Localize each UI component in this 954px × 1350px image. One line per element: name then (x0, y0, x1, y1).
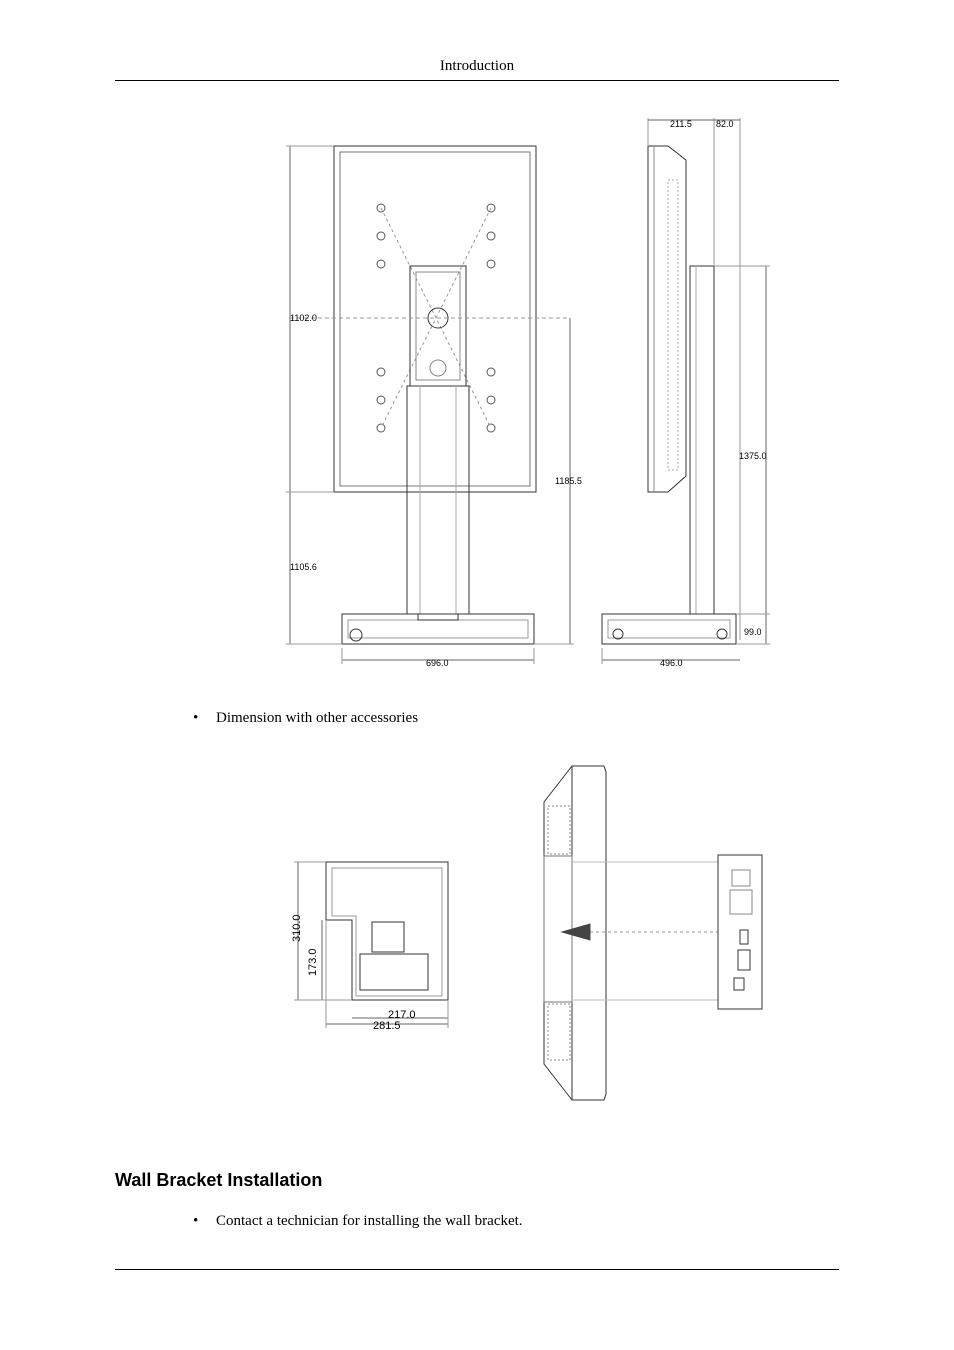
dim-front-total-height: 1185.5 (555, 476, 582, 486)
dim-side-base-height: 99.0 (744, 627, 762, 637)
bullet-icon: • (193, 710, 199, 726)
front-view-drawing (286, 146, 574, 664)
dim-bracket-height-a: 310.0 (291, 914, 303, 942)
accessory-module-drawing (718, 855, 762, 1009)
dim-side-base-depth: 496.0 (660, 658, 683, 668)
accessory-monitor-side-drawing (544, 766, 718, 1100)
dim-bracket-width-a: 217.0 (388, 1009, 416, 1021)
dim-side-depth-a: 211.5 (670, 119, 692, 129)
bullet-item-accessories (193, 710, 418, 727)
side-view-drawing (602, 118, 770, 664)
dim-bracket-height-b: 173.0 (307, 948, 319, 976)
bullet-text: Contact a technician for installing the wall bracket. (216, 1213, 523, 1229)
running-header: Introduction (439, 58, 515, 74)
dim-front-base-width: 696.0 (426, 658, 449, 668)
dim-side-total-height: 1375.0 (739, 451, 767, 461)
bullet-item-technician (193, 1213, 523, 1230)
dim-side-depth-b: 82.0 (716, 119, 734, 129)
accessory-bracket-drawing (294, 862, 448, 1028)
footer-rule (115, 1269, 839, 1270)
bullet-icon: • (193, 1213, 199, 1229)
dim-front-panel-height: 1102.0 (290, 313, 317, 323)
dim-bracket-width-b: 281.5 (373, 1020, 401, 1032)
section-title: Wall Bracket Installation (115, 1170, 323, 1190)
bullet-text: Dimension with other accessories (216, 710, 419, 726)
dim-front-base-height: 1105.6 (290, 562, 317, 572)
